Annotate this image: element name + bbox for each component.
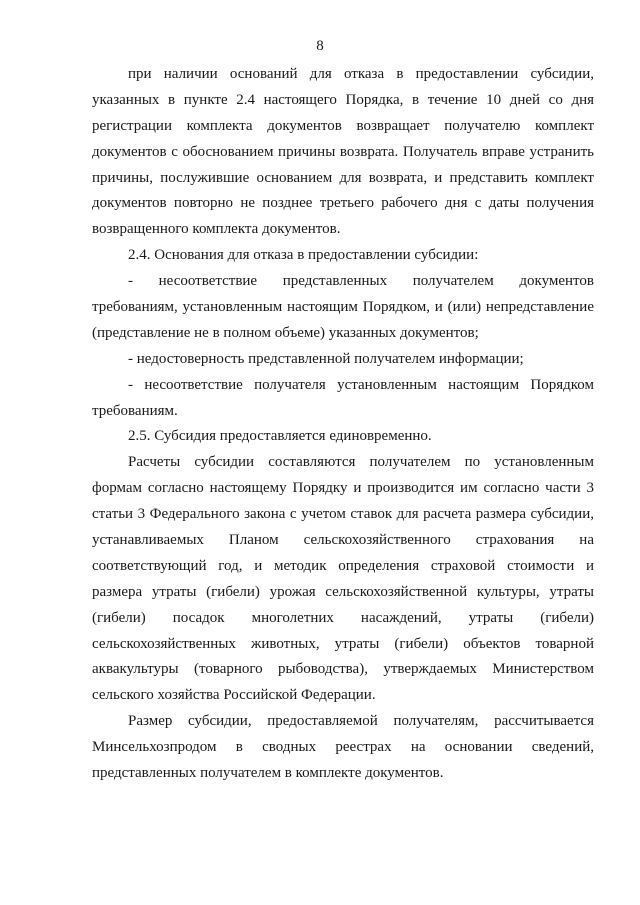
text-line: 2.4. Основания для отказа в предоставлении субсидии:	[128, 247, 479, 264]
text-line: - недостоверность представленной получателем информации;	[128, 350, 524, 367]
text-line: сельскохозяйственных животных, утраты (гибели) объектов товарной	[92, 635, 594, 652]
text-line: (гибели) посадок многолетних насаждений, утраты (гибели)	[92, 609, 594, 626]
text-line: при наличии оснований для отказа в предоставлении субсидии,	[128, 66, 594, 82]
text-line: аквакультуры (товарного рыбоводства), утверждаемых Министерством	[92, 661, 594, 678]
text-line: документов с обоснованием причины возврата. Получатель вправе устранить	[92, 143, 594, 160]
text-line: устанавливаемых Планом сельскохозяйственного страхования на	[92, 532, 594, 549]
text-line: документов повторно не позднее третьего рабочего дня с даты получения	[92, 195, 594, 212]
text-line: указанных в пункте 2.4 настоящего Порядка, в течение 10 дней со дня	[92, 91, 594, 108]
document-body	[92, 62, 594, 787]
list-item-noncompliance-recipient	[92, 373, 594, 425]
text-line: статьи 3 Федерального закона с учетом ставок для расчета размера субсидии,	[92, 506, 594, 523]
text-line: соответствующий год, и методик определения страховой стоимости и	[92, 557, 594, 574]
text-line: размера утраты (гибели) урожая сельскохозяйственной культуры, утраты	[92, 583, 594, 600]
paragraph-return-of-documents	[92, 62, 594, 243]
paragraph-subsidy-calculations	[92, 450, 594, 709]
text-line: Размер субсидии, предоставляемой получателям, рассчитывается	[128, 713, 594, 730]
text-line: Расчеты субсидии составляются получателем по установленным	[128, 454, 594, 471]
text-line: 2.5. Субсидия предоставляется единовременно.	[128, 428, 432, 445]
text-line: (представление не в полном объеме) указанных документов;	[92, 324, 479, 341]
paragraph-2-4-heading	[92, 243, 594, 269]
list-item-unreliable-information	[92, 347, 594, 373]
text-line: регистрации комплекта документов возвращает получателю комплект	[92, 117, 594, 134]
text-line: - несоответствие получателя установленным настоящим Порядком	[128, 376, 594, 393]
text-line: Минсельхозпродом в сводных реестрах на основании сведений,	[92, 739, 594, 756]
paragraph-2-5	[92, 424, 594, 450]
text-line: формам согласно настоящему Порядку и производится им согласно части 3	[92, 480, 594, 497]
text-line: требованиям, установленным настоящим Порядком, и (или) непредставление	[92, 299, 594, 316]
paragraph-subsidy-amount	[92, 709, 594, 787]
page-number: 8	[316, 38, 324, 54]
text-line: - несоответствие представленных получателем документов	[128, 273, 594, 290]
text-line: возвращенного комплекта документов.	[92, 221, 341, 238]
text-line: требованиям.	[92, 402, 178, 419]
text-line: причины, послужившие основанием для возврата, и представить комплект	[92, 169, 594, 186]
list-item-noncompliance-documents	[92, 269, 594, 347]
text-line: сельского хозяйства Российской Федерации.	[92, 687, 376, 704]
text-line: представленных получателем в комплекте документов.	[92, 765, 444, 782]
